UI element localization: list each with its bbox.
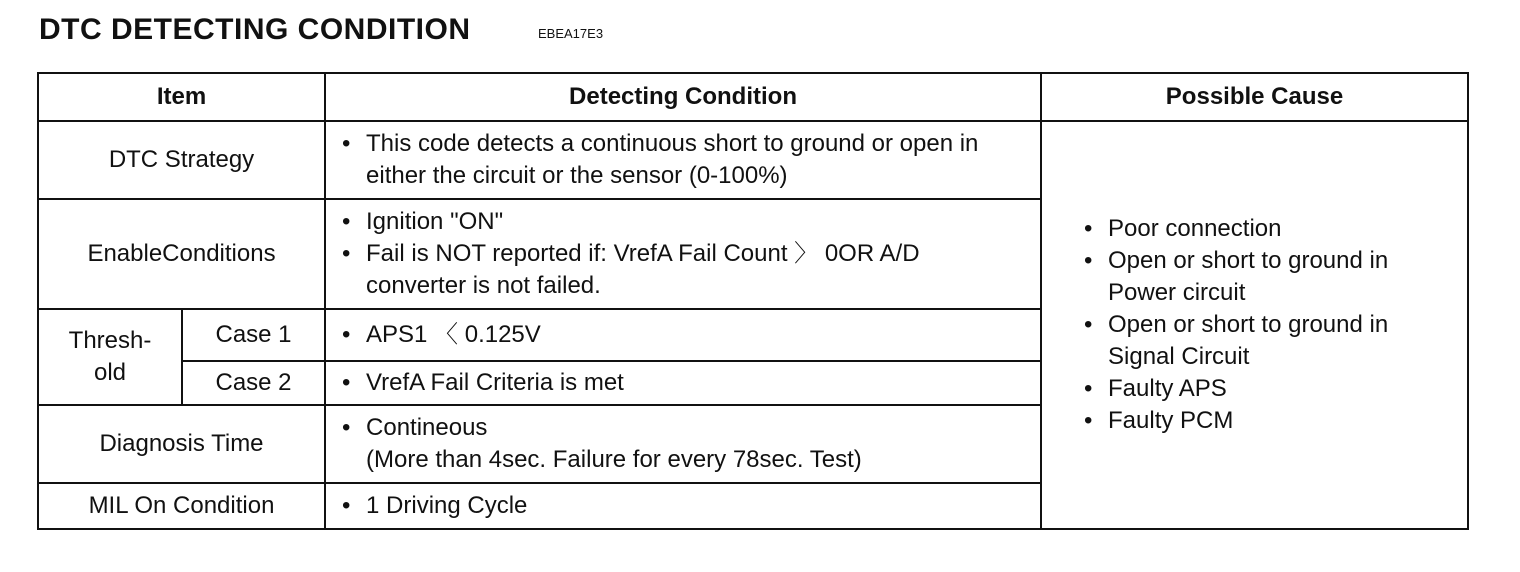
condition-case-1 — [325, 309, 1041, 361]
condition-bullet: • Contineous — [366, 412, 1020, 444]
condition-dtc-strategy — [325, 121, 1041, 199]
cause-bullet: • Poor connection — [1108, 213, 1447, 245]
condition-bullet: • Fail is NOT reported if: VrefA Fail Count 〉 0OR A/D converter is not failed. — [366, 238, 1020, 302]
document-code: EBEA17E3 — [538, 26, 604, 41]
condition-bullet: • APS1 〈 0.125V — [366, 319, 1020, 351]
page-title: DTC DETECTING CONDITION — [39, 13, 471, 46]
condition-case-2 — [325, 361, 1041, 405]
condition-mil-on-condition — [325, 483, 1041, 529]
condition-enable-conditions — [325, 199, 1041, 309]
item-case-2: Case 2 — [182, 361, 325, 405]
condition-continuation: (More than 4sec. Failure for every 78sec. Test) — [366, 446, 862, 473]
item-dtc-strategy: DTC Strategy — [38, 121, 325, 199]
cause-bullet: • Faulty APS — [1108, 373, 1447, 405]
condition-bullet: • This code detects a continuous short to ground or open in either the circuit or the sensor (0-100%) — [366, 128, 1020, 192]
cause-bullet: • Open or short to ground in Power circuit — [1108, 245, 1447, 309]
item-mil-on-condition: MIL On Condition — [38, 483, 325, 529]
condition-bullet: • 1 Driving Cycle — [366, 490, 1020, 522]
cause-bullet: • Open or short to ground in Signal Circuit — [1108, 309, 1447, 373]
item-case-1: Case 1 — [182, 309, 325, 361]
item-diagnosis-time: Diagnosis Time — [38, 405, 325, 483]
dtc-condition-table — [37, 72, 1469, 530]
table-row-dtc-strategy — [38, 121, 1468, 199]
condition-bullet: • VrefA Fail Criteria is met — [366, 367, 1020, 399]
table-header-row — [38, 73, 1468, 121]
cause-bullet: • Faulty PCM — [1108, 405, 1447, 437]
item-threshold: Thresh- old — [38, 309, 182, 405]
header-item: Item — [38, 73, 325, 121]
header-possible-cause: Possible Cause — [1041, 73, 1468, 121]
header-detecting-condition: Detecting Condition — [325, 73, 1041, 121]
possible-cause-cell — [1041, 121, 1468, 529]
item-enable-conditions: EnableConditions — [38, 199, 325, 309]
condition-diagnosis-time — [325, 405, 1041, 483]
condition-bullet: • Ignition "ON" — [366, 206, 1020, 238]
